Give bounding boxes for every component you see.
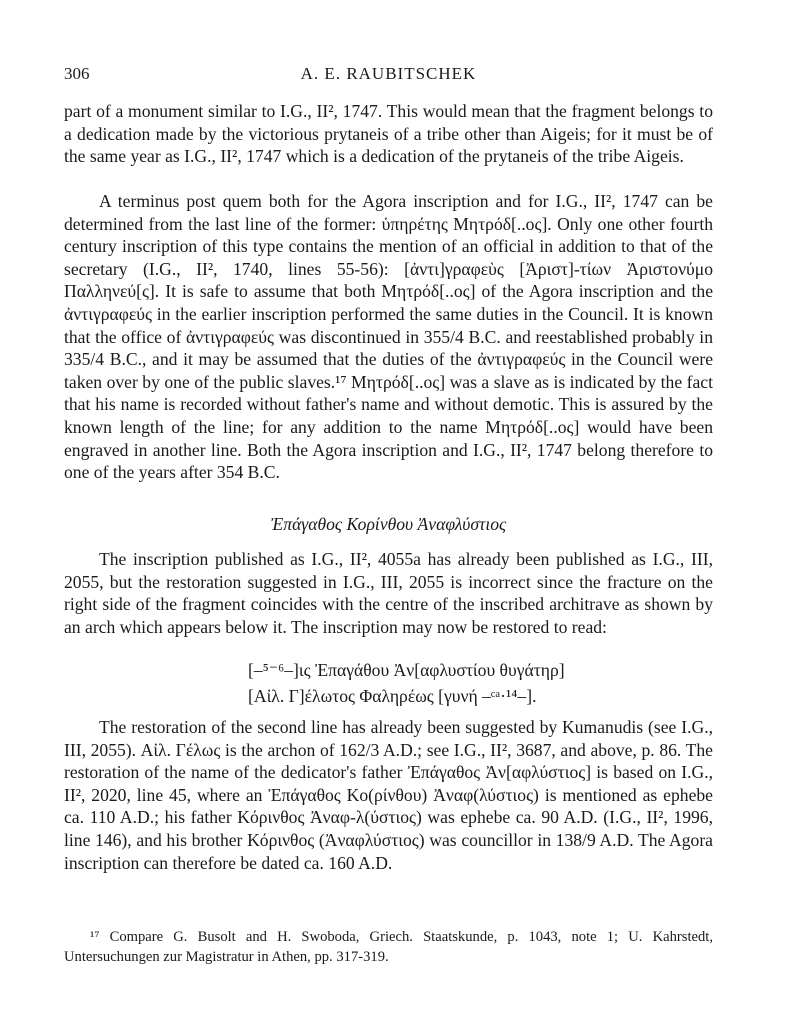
page-number: 306: [64, 64, 90, 83]
paragraph-4: The restoration of the second line has already been suggested by Kumanudis (see I.G., III, 2055). Αἰλ. Γέλως is the archon of 162/3 A.D.; see I.G., II², 3687, and above, p. 86. The restoration of the name of the dedicator's father Ἐπάγαθος Ἀν[αφλύστιος] is based on I.G., II², 2020, line 45, where an Ἐπάγαθος Κο(ρίνθου) Ἀναφ(λύστιος) is mentioned as ephebe ca. 110 A.D.; his father Κόρινθος Ἀναφ-λ(ύστιος) was ephebe ca. 90 A.D. (I.G., II², 1996, line 146), and his brother Κόρινθος (Ἀναφλύστιος) was councillor in 138/9 A.D. The Agora inscription can therefore be dated ca. 160 A.D.: [64, 717, 713, 873]
inscription-restoration: [248, 657, 718, 709]
footnote-17: ¹⁷ Compare G. Busolt and H. Swoboda, Griech. Staatskunde, p. 1043, note 1; U. Kahrstedt, Untersuchungen zur Magistratur in Athen, pp. 317-319.: [64, 928, 713, 965]
page-header: [64, 64, 713, 88]
restoration-line-2: [Αἰλ. Γ]έλωτος Φαληρέως [γυνή –ᶜᵃ·¹⁴–].: [248, 686, 537, 706]
paragraph-1: part of a monument similar to I.G., II², 1747. This would mean that the fragment belongs to a dedication made by the victorious prytaneis of a tribe other than Aigeis; for it must be of the same year as I.G., II², 1747 which is a dedication of the prytaneis of the tribe Aigeis.: [64, 101, 713, 167]
section-title: Ἐπάγαθος Κορίνθου Ἀναφλύστιος: [270, 514, 507, 534]
paragraph-3: The inscription published as I.G., II², 4055a has already been published as I.G., III, 2055, but the restoration suggested in I.G., III, 2055 is incorrect since the fracture on the right side of the fragment coincides with the centre of the inscribed architrave as shown by an arch which appears below it. The inscription may now be restored to read:: [64, 549, 713, 637]
restoration-line-1: [–⁵⁻⁶–]ις Ἐπαγάθου Ἀν[αφλυστίου θυγάτηρ]: [248, 660, 565, 680]
running-head: A. E. RAUBITSCHEK: [300, 64, 477, 83]
paragraph-2: A terminus post quem both for the Agora inscription and for I.G., II², 1747 can be determined from the last line of the former: ὑπηρέτης Μητρόδ[..ος]. Only one other fourth century inscription of this type contains the mention of an official in addition to that of the secretary (I.G., II², 1740, lines 55-56): [ἀντι]γραφεὺς [Ἀριστ]-τίων Ἀριστονύμο Παλληνεύ[ς]. It is safe to assume that both Μητρόδ[..ος] of the Agora inscription and the ἀντιγραφεύς in the earlier inscription performed the same duties in the Council. It is known that the office of ἀντιγραφεύς was discontinued in 355/4 B.C. and reestablished probably in 335/4 B.C., and it may be assumed that the duties of the ἀντιγραφεύς in the Council were taken over by one of the public slaves.¹⁷ Μητρόδ[..ος] was a slave as is indicated by the fact that his name is recorded without father's name and without demotic. This is assured by the known length of the line; for any addition to the name Μητρόδ[..ος] would have been engraved in another line. Both the Agora inscription and I.G., II², 1747 belong therefore to one of the years after 354 B.C.: [64, 191, 713, 483]
